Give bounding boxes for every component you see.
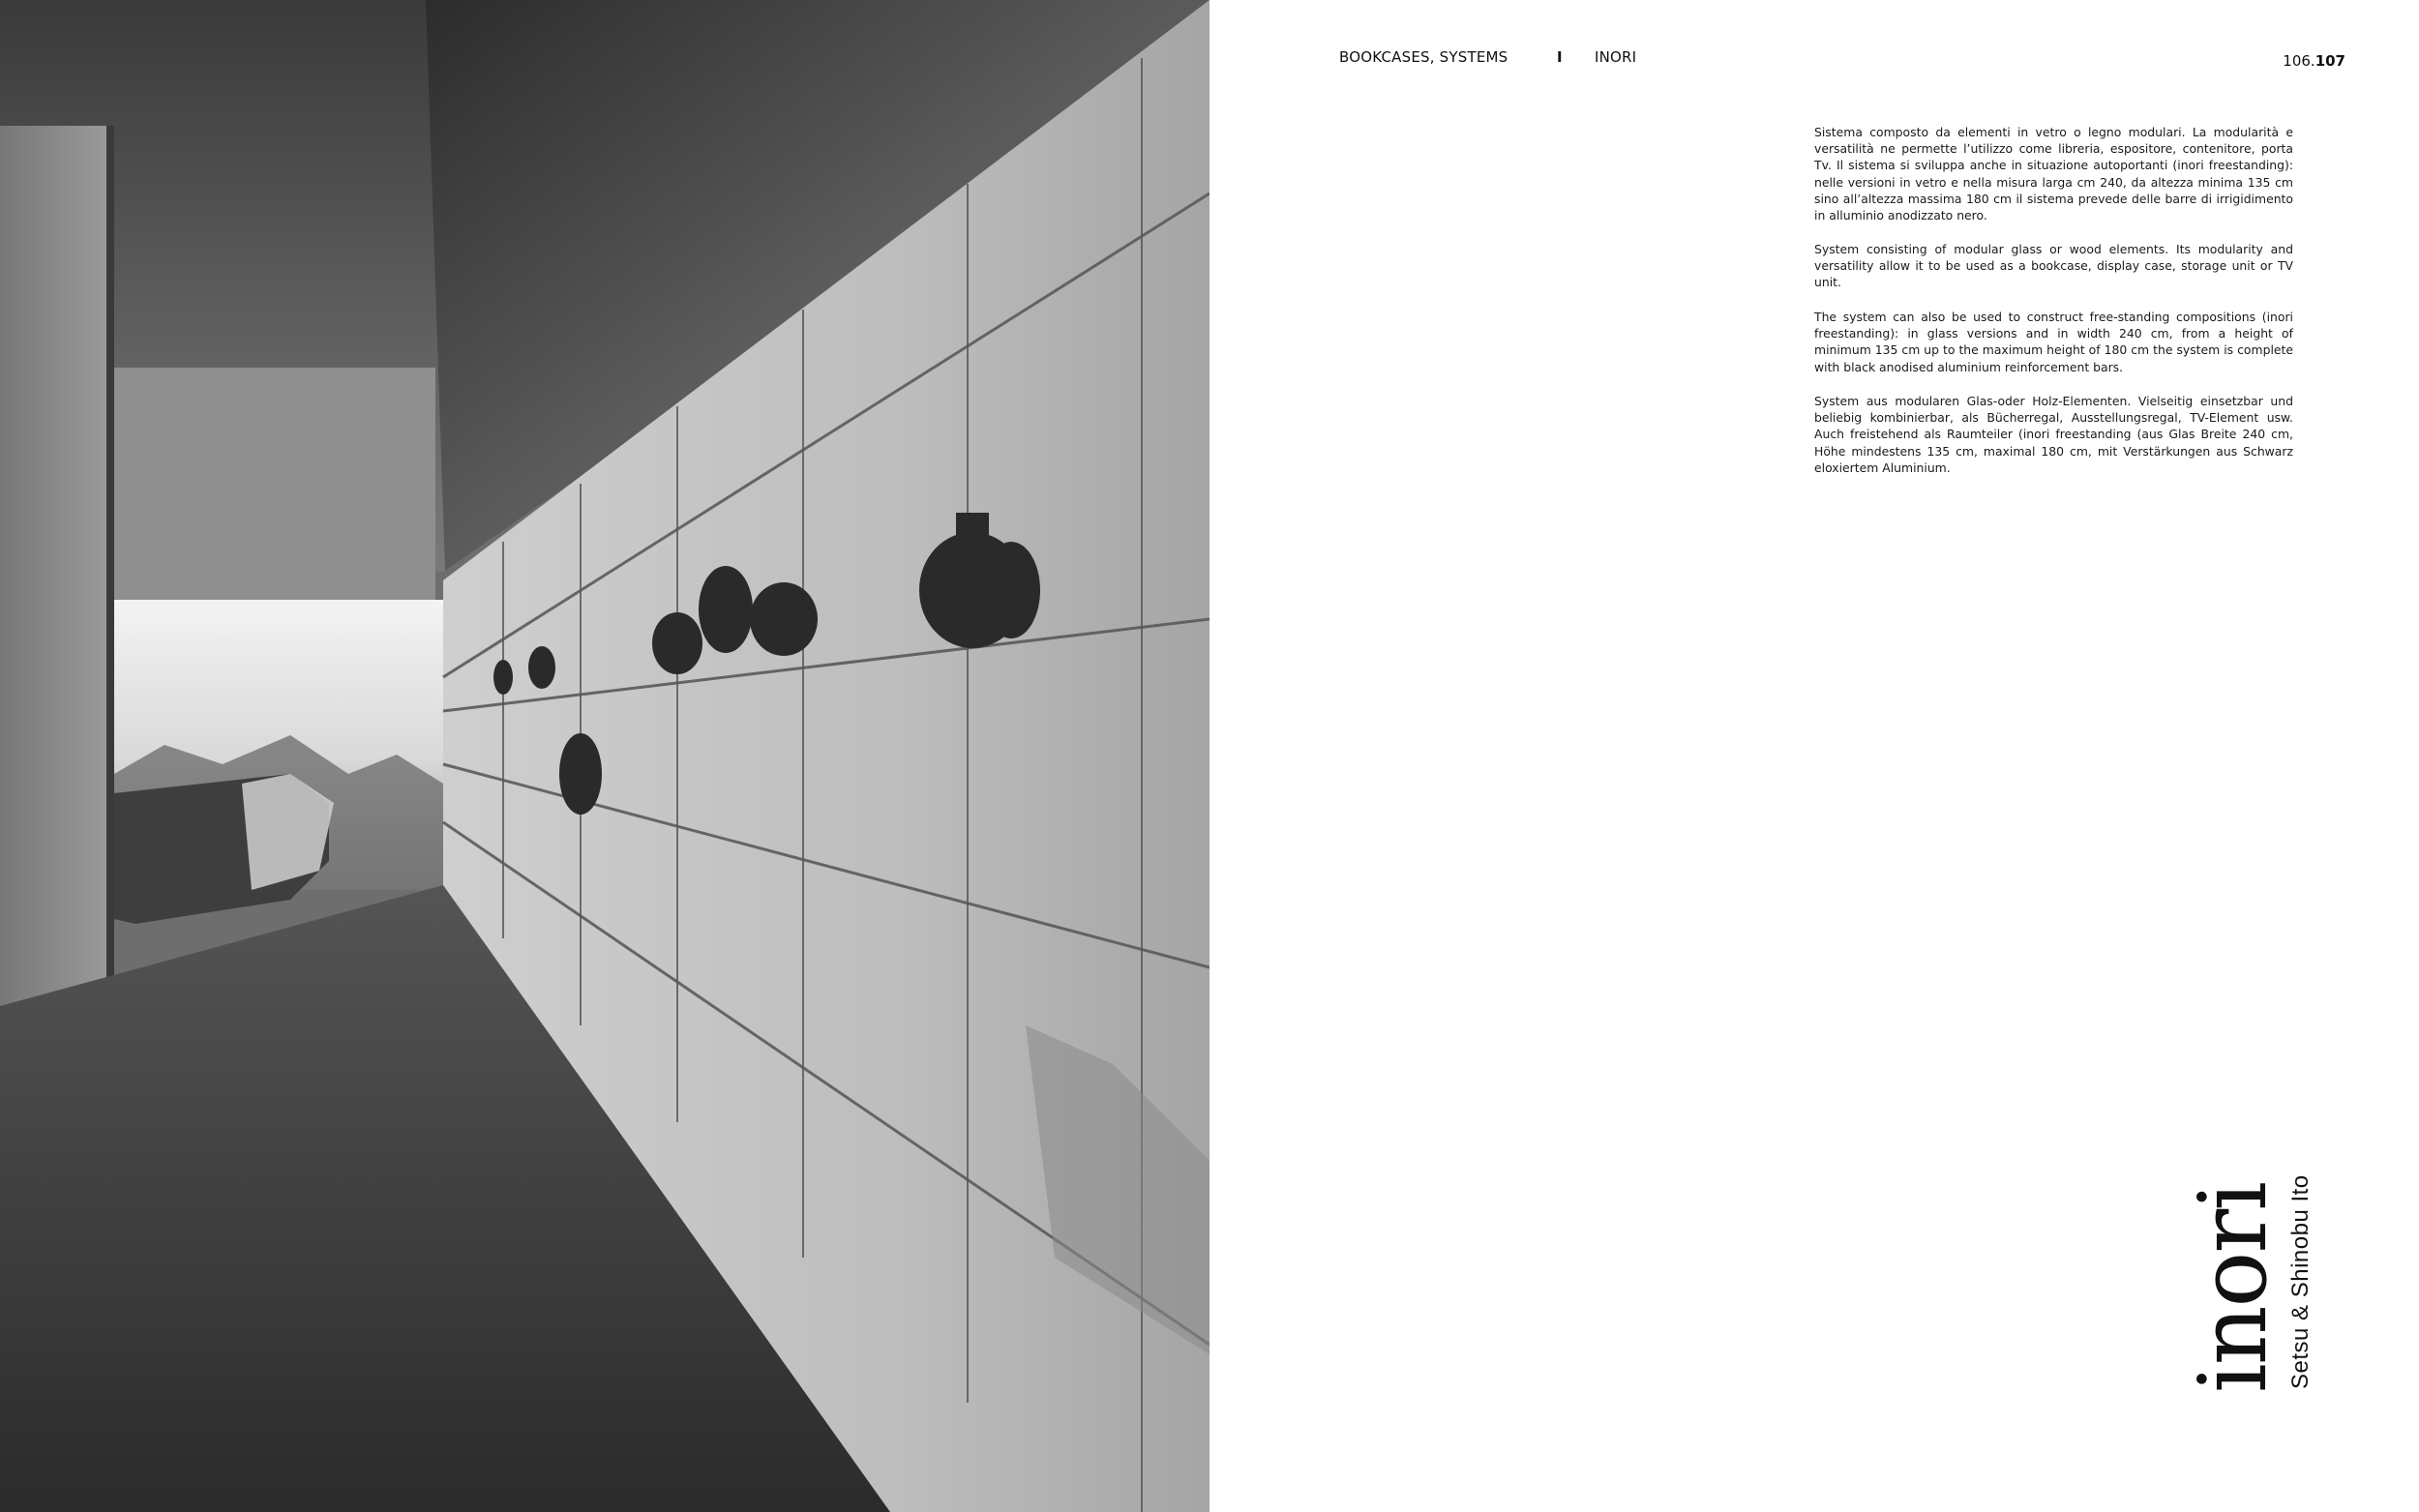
product-label: INORI — [1595, 48, 1637, 66]
description-english-2: The system can also be used to construct free-standing compositions (inori freestanding): in glass versions and in width 240 cm, from a height of minimum 135 cm up to the maximum height of 180 cm the system is complete with black anodised aluminium reinforcement bars. — [1814, 310, 2293, 374]
page-number — [2283, 52, 2345, 70]
description-german: System aus modularen Glas-oder Holz-Elementen. Vielseitig einsetzbar und beliebig kombinierbar, als Bücherregal, Ausstellungsregal, TV-Element usw. Auch freistehend als Raumteiler (inori freestanding (aus Glas Breite 240 cm, Höhe mindestens 135 cm, maximal 180 cm, mit Verstärkungen aus Schwarz eloxiertem Aluminium. — [1814, 394, 2293, 475]
product-name: inori — [2179, 1183, 2287, 1393]
page-number-left: 106. — [2283, 52, 2315, 70]
description-english-1: System consisting of modular glass or wood elements. Its modularity and versatility allow it to be used as a bookcase, display case, storage unit or TV unit. — [1814, 242, 2293, 290]
page-number-right: 107 — [2314, 52, 2345, 70]
header-separator: I — [1557, 48, 1563, 66]
description-italian: Sistema composto da elementi in vetro o legno modulari. La modularità e versatilità ne permette l’utilizzo come libreria, espositore, contenitore, porta Tv. Il sistema si sviluppa anche in situazione autoportanti (inori freestanding): nelle versioni in vetro e nella misura larga cm 240, da altezza minima 135 cm sino all’altezza massima 180 cm il sistema prevede delle barre di irrigidimento in alluminio anodizzato nero. — [1814, 125, 2293, 223]
product-title-block — [2179, 1174, 2314, 1393]
section-label: BOOKCASES, SYSTEMS — [1339, 48, 1508, 66]
designer-name: Setsu & Shinobu Ito — [2287, 1174, 2314, 1389]
